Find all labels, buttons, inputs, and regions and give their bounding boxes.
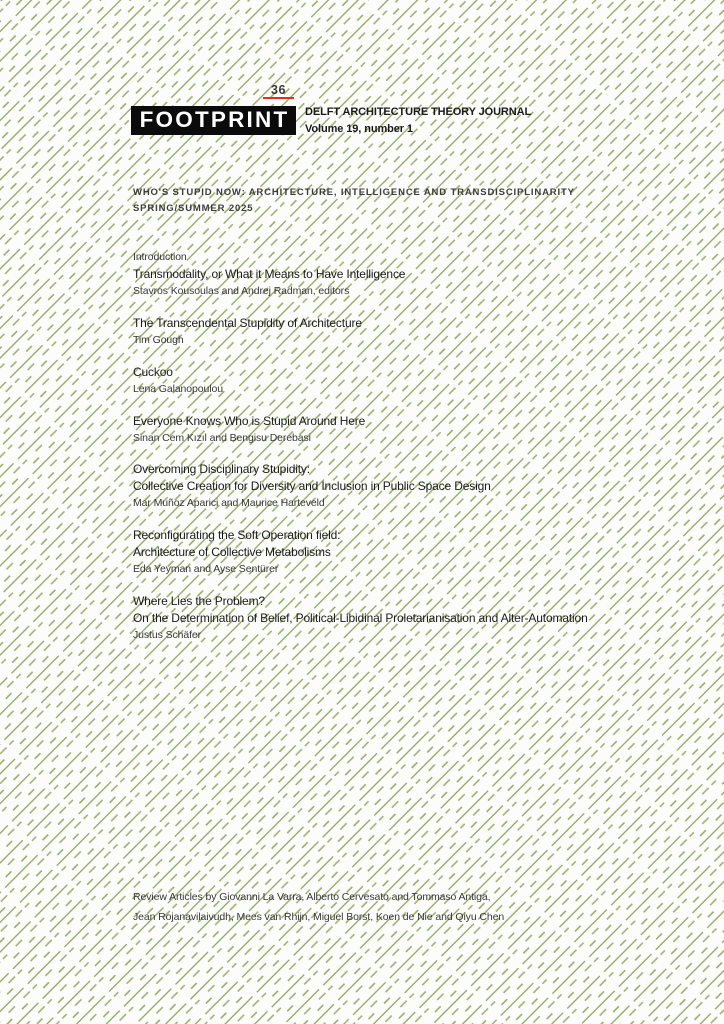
issue-season: SPRING/SUMMER 2025 [133, 203, 254, 214]
toc-entry-title: Overcoming Disciplinary Stupidity: [133, 462, 310, 476]
toc-entry [133, 527, 603, 578]
toc-entry-authors: Tim Gough [133, 334, 184, 346]
footprint-logo [131, 106, 296, 135]
toc-entry-title: Transmodality, or What it Means to Have Intelligence [133, 267, 406, 281]
journal-name: DELFT ARCHITECTURE THEORY JOURNAL [305, 106, 532, 118]
issue-number-text: 36 [271, 83, 286, 97]
review-articles-line-1: Review Articles by Giovanni La Varra, Alberto Cervesato and Tommaso Antiga, [133, 891, 491, 903]
toc-entry-title: Cuckoo [133, 365, 173, 379]
issue-title: WHO'S STUPID NOW: ARCHITECTURE, INTELLIGENCE AND TRANSDISCIPLINARITY [133, 187, 575, 198]
toc-entry-authors: Lena Galanopoulou [133, 383, 223, 395]
toc-entry [133, 593, 603, 644]
journal-volume: Volume 19, number 1 [305, 122, 413, 135]
footprint-logo-text: FOOTPRINT [139, 107, 290, 133]
toc-entry-title: Architecture of Collective Metabolisms [133, 545, 331, 559]
issue-number-red-underline [263, 97, 294, 99]
issue-number [263, 83, 294, 99]
toc-entry [133, 461, 603, 512]
toc-entry-authors: Mar Muñoz Aparici and Maurice Harteveld [133, 497, 325, 509]
toc-entry-title: Reconfigurating the Soft Operation field: [133, 528, 341, 542]
toc-entry-kicker: Introduction [133, 251, 187, 263]
review-articles-note [133, 888, 504, 927]
review-articles-line-2: Jean Rojanavilaivudh, Mees van Rhijn, Miguel Borst, Koen de Nie and Qiyu Chen [133, 910, 505, 923]
toc-entry [133, 315, 603, 349]
toc-entry-authors: Justus Schäfer [133, 629, 202, 641]
toc-entry-title: Where Lies the Problem? [133, 594, 265, 608]
toc-entry-title: Everyone Knows Who is Stupid Around Here [133, 414, 366, 428]
toc-entry [133, 364, 603, 398]
journal-meta [305, 104, 531, 137]
toc-entry-authors: Eda Yeyman and Ayse Sentürer [133, 563, 279, 575]
toc-entry-title: Collective Creation for Diversity and Inclusion in Public Space Design [133, 479, 491, 493]
issue-title-block [133, 185, 575, 217]
toc-entry-title: The Transcendental Stupidity of Architecture [133, 316, 362, 330]
toc-entry [133, 249, 603, 300]
toc-entry-title: On the Determination of Belief, Political-Libidinal Proletarianisation and Alter-Automation [133, 611, 588, 625]
toc-entry-authors: Stavros Kousoulas and Andrej Radman, editors [133, 285, 350, 297]
toc-entry-authors: Sinan Cem Kızıl and Bengisu Derebasi [133, 432, 311, 444]
toc-entry [133, 413, 603, 447]
